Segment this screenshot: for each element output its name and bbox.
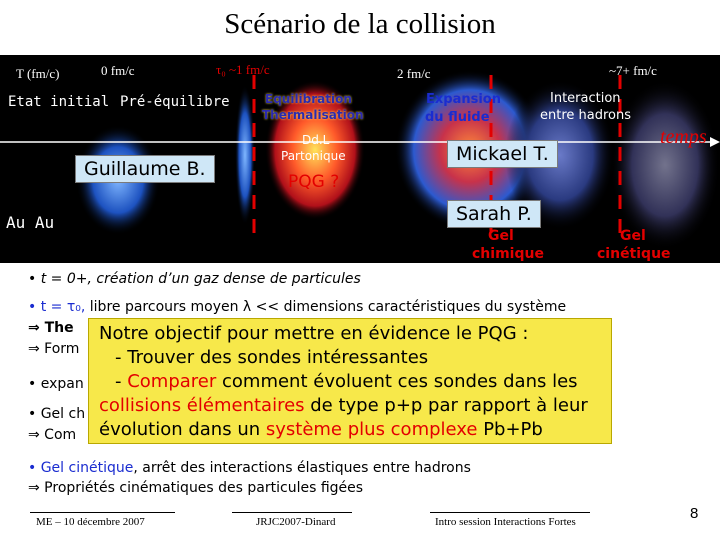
- stage-au-au: Au Au: [6, 213, 55, 232]
- stage-fluide: du fluide: [425, 110, 490, 125]
- stage-equilibration: Equilibration: [265, 92, 352, 106]
- stage-partonique: Partonique: [281, 149, 346, 163]
- footer-event: JRJC2007-Dinard: [256, 516, 336, 528]
- bullet-tau0-text: libre parcours moyen λ << dimensions caractéristiques du système: [85, 299, 567, 315]
- bullet-expan: • expan: [28, 376, 84, 392]
- bullet-t0-text: création d’un gaz dense de particules: [96, 271, 361, 287]
- sticker-guillaume: Guillaume B.: [75, 155, 215, 183]
- gel-cinetique-bottom: cinétique: [597, 246, 671, 262]
- objective-line-1: Notre objectif pour mettre en évidence le PQG :: [99, 323, 529, 344]
- stage-thermalisation: Thermalisation: [262, 108, 364, 122]
- sticker-sarah: Sarah P.: [447, 200, 541, 228]
- objective-line-4a: collisions élémentaires: [99, 395, 305, 416]
- objective-box: [88, 318, 612, 444]
- stage-pre-equilibre: Pré-équilibre: [120, 94, 230, 110]
- axis-end-label: temps: [660, 126, 707, 148]
- objective-line-4b: de type p+p par rapport à leur: [304, 395, 588, 416]
- objective-line-3: [89, 371, 637, 392]
- objective-line-4: [89, 395, 621, 416]
- stage-ddl: Dd.L: [302, 133, 330, 147]
- time-2fm: 2 fm/c: [397, 66, 431, 81]
- pancake-nuclei: [235, 85, 255, 225]
- footer-rule-left: [30, 512, 175, 513]
- bullet-proprietes: ⇒ Propriétés cinématiques des particules figées: [28, 480, 364, 496]
- footer-rule-center: [232, 512, 352, 513]
- footer-date: ME – 10 décembre 2007: [36, 516, 145, 528]
- footer-session: Intro session Interactions Fortes: [435, 516, 576, 528]
- objective-line-3c: comment évoluent ces sondes dans les: [216, 371, 578, 392]
- time-tau0: τ₀ ~1 fm/c: [216, 62, 270, 77]
- bullet-tau0-prefix: • t = τ₀,: [28, 299, 86, 315]
- stage-pqg: PQG ?: [288, 172, 340, 192]
- objective-line-5: [89, 419, 621, 440]
- sticker-mickael: Mickael T.: [447, 140, 558, 168]
- objective-line-2: - Trouver des sondes intéressantes: [115, 347, 429, 368]
- page-number: 8: [690, 505, 699, 522]
- bullet-com: ⇒ Com: [28, 427, 77, 443]
- footer-rule-right: [430, 512, 590, 513]
- objective-line-5a: évolution dans un: [99, 419, 266, 440]
- objective-line-5b: système plus complexe: [265, 419, 478, 440]
- gel-chimique-top: Gel: [488, 228, 514, 244]
- frozen-particles: [610, 80, 720, 250]
- gel-chimique-bottom: chimique: [472, 246, 544, 262]
- objective-line-3b: Comparer: [127, 371, 217, 392]
- stage-interaction: Interaction: [550, 91, 621, 106]
- bullet-gel-cinetique-prefix: • Gel cinétique: [28, 460, 134, 476]
- stage-expansion: Expansion: [426, 92, 501, 107]
- bullet-gel-ch: • Gel ch: [28, 406, 86, 422]
- stage-hadrons: entre hadrons: [540, 108, 632, 123]
- bullet-therm: ⇒ The: [28, 320, 74, 336]
- bullet-gel-cinetique-text: , arrêt des interactions élastiques entre hadrons: [133, 460, 471, 476]
- objective-line-5c: Pb+Pb: [477, 419, 543, 440]
- objective-line-3a: -: [115, 371, 128, 392]
- axis-label: T (fm/c): [16, 66, 60, 81]
- stage-etat-initial: Etat initial: [8, 94, 110, 110]
- bullet-gel-cinetique: [28, 460, 471, 476]
- slide-title: Scénario de la collision: [224, 8, 496, 40]
- time-7fm: ~7+ fm/c: [609, 63, 657, 78]
- bullet-t0-prefix: • t = 0+,: [28, 271, 97, 287]
- bullet-form: ⇒ Form: [28, 341, 80, 357]
- time-t0: 0 fm/c: [101, 63, 135, 78]
- bullet-tau0: [28, 299, 566, 315]
- gel-cinetique-top: Gel: [620, 228, 646, 244]
- bullet-t0: [28, 271, 361, 287]
